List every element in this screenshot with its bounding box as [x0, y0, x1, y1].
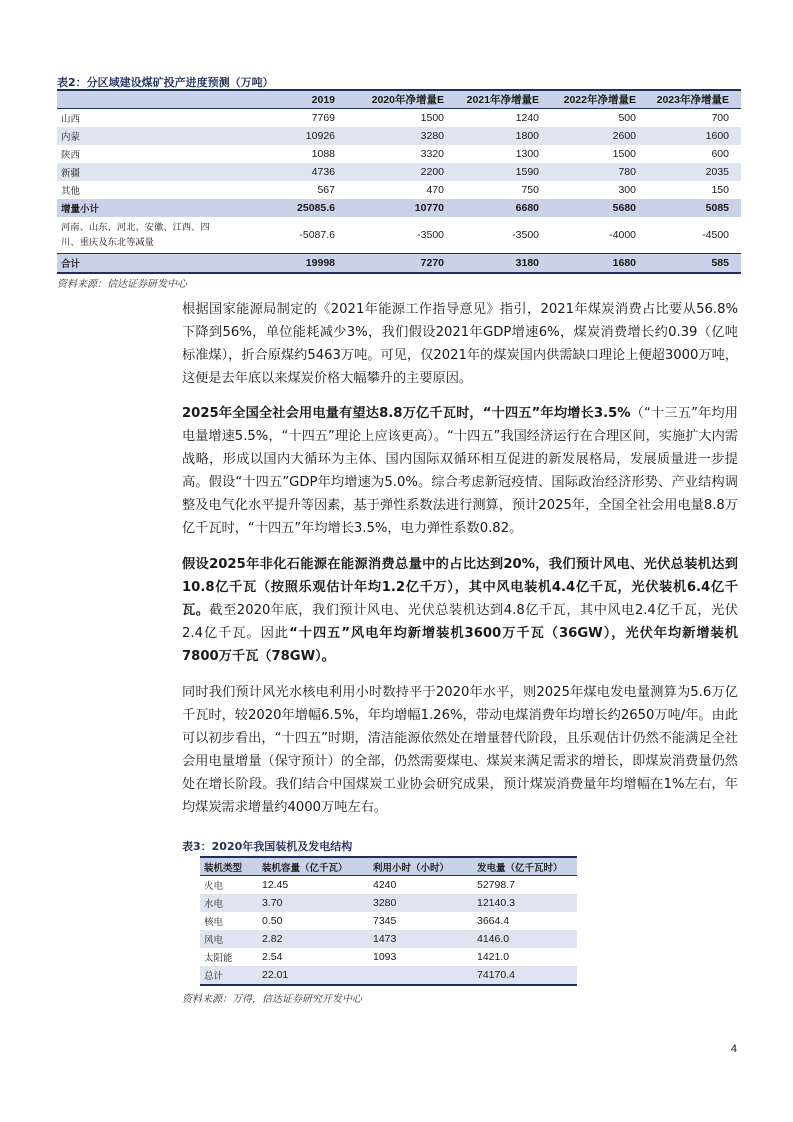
table-cell: 1600 [648, 127, 741, 145]
header-cell: 发电量（亿千瓦时） [473, 857, 577, 876]
paragraph-coal-power-outlook [182, 681, 738, 819]
row-label: 火电 [204, 881, 224, 892]
table-cell: 585 [648, 254, 741, 274]
table-cell: 2.82 [258, 930, 369, 948]
table-cell: 2.54 [262, 951, 283, 963]
table-cell: 567 [317, 184, 335, 196]
table-cell: 3.70 [258, 894, 369, 912]
installed-capacity-table [200, 856, 577, 986]
table-cell: 1240 [515, 112, 539, 124]
paragraph-wind-solar [182, 553, 738, 668]
row-label: 总计 [200, 966, 258, 985]
table-cell: 4736 [227, 163, 347, 181]
table-cell: 4146.0 [473, 930, 577, 948]
row-label: 陕西 [61, 150, 81, 161]
row-label: 增量小计 [57, 199, 227, 217]
table-row [200, 894, 577, 912]
table-cell: 300 [618, 184, 636, 196]
table-cell: 52798.7 [477, 879, 515, 891]
table-header-row [200, 857, 577, 876]
page-number: 4 [730, 1043, 737, 1055]
table3-source: 资料来源：万得，信达证券研究开发中心 [182, 994, 362, 1005]
table-cell: 19998 [227, 254, 347, 274]
table-row [200, 930, 577, 948]
table-cell: 2200 [347, 163, 456, 181]
header-cell: 2021年净增量E [456, 90, 551, 109]
table-cell: 750 [521, 184, 539, 196]
table-header-row [57, 90, 741, 109]
table-cell: 10770 [347, 199, 456, 217]
row-label: 其他 [61, 186, 81, 197]
paragraph-bold-lead: 2025年全国全社会用电量有望达8.8万亿千瓦时，“十四五”年均增长3.5% [182, 406, 631, 421]
table-cell: 150 [711, 184, 729, 196]
table-row [57, 181, 741, 199]
table-cell: 1300 [515, 148, 539, 160]
row-label: 风电 [200, 930, 258, 948]
table-cell: 5085 [648, 199, 741, 217]
table-cell: 5680 [551, 199, 648, 217]
table-cell: 12.45 [262, 879, 289, 891]
row-label: 太阳能 [204, 953, 233, 964]
header-cell: 2022年净增量E [551, 90, 648, 109]
table-cell: 4240 [373, 879, 397, 891]
row-label: 内蒙 [57, 127, 227, 145]
table3-caption: 表3：2020年我国装机及发电结构 [182, 840, 353, 853]
row-label: 河南、山东、河北、安徽、江西、四川、重庆及东北等减量 [61, 222, 210, 248]
table-cell: 1500 [420, 112, 444, 124]
table-cell: 1590 [456, 163, 551, 181]
paragraph-electricity-2025 [182, 402, 738, 540]
table-cell: 700 [711, 112, 729, 124]
table-cell: 1473 [369, 930, 473, 948]
paragraph-text: 截至2020年底，我们预计风电、光伏总装机达到4.8亿千瓦，其中风电2.4亿千瓦，光伏2.4亿千瓦。因此 [182, 603, 738, 641]
table-cell: 780 [551, 163, 648, 181]
table-cell: 1680 [551, 254, 648, 274]
total-row [200, 966, 577, 985]
table-row [57, 109, 741, 128]
table-cell: 600 [711, 148, 729, 160]
table-row [57, 163, 741, 181]
table-cell: 3280 [369, 894, 473, 912]
table-row [57, 145, 741, 163]
row-label: 水电 [200, 894, 258, 912]
table-cell: 500 [618, 112, 636, 124]
table-cell: 7345 [373, 915, 397, 927]
row-label: 山西 [61, 114, 81, 125]
table-cell: 74170.4 [473, 966, 577, 985]
paragraph-bold-lead: 假设2025年非化石能源在能源消费总量中的占比达到20%，我们预计风电、光伏总装机达到10.8亿千瓦（按照乐观估计年均1.2亿千万），其中风电装机4.4亿千瓦，光伏装机6.4亿千瓦。 [182, 557, 738, 618]
table-row [200, 948, 577, 966]
header-cell: 利用小时（小时） [369, 857, 473, 876]
table-cell: -3500 [417, 229, 444, 241]
table-cell: 2035 [648, 163, 741, 181]
paragraph-coal-demand-2021 [182, 298, 738, 390]
total-row [57, 254, 741, 274]
table-cell: 3280 [347, 127, 456, 145]
table-cell [369, 966, 473, 985]
table-cell: 6680 [456, 199, 551, 217]
table-cell: 2600 [551, 127, 648, 145]
table-cell: 3320 [420, 148, 444, 160]
header-cell: 2019 [227, 90, 347, 109]
table2-caption: 表2：分区域建设煤矿投产进度预测（万吨） [57, 76, 274, 89]
table2-source: 资料来源：信达证券研发中心 [57, 279, 187, 290]
table-cell: -3500 [512, 229, 539, 241]
table-row [57, 217, 741, 254]
coal-mine-capacity-table [57, 89, 741, 274]
row-label: 新疆 [57, 163, 227, 181]
table-cell: 12140.3 [473, 894, 577, 912]
table-cell: 0.50 [262, 915, 283, 927]
paragraph-text: 同时我们预计风光水核电利用小时数持平于2020年水平，则2025年煤电发电量测算为5.6万亿千瓦时，较2020年增幅6.5%，年均增幅1.26%，带动电煤消费年均增长约2650万吨/年。由此可以初步看出，“十四五”时期，清洁能源依然处在增量替代阶段，且乐观估计仍然不能满足全社会用电量增量（保守预计）的全部，仍然需要煤电、煤炭来满足需求的增长，即煤炭消费量仍然处在增长阶段。我们结合中国煤炭工业协会研究成果，预计煤炭消费量年均增幅在1%左右，年均煤炭需求增量约4000万吨左右。 [182, 685, 738, 815]
table-cell: 10926 [227, 127, 347, 145]
table-cell: 1421.0 [477, 951, 510, 963]
table-cell: 3180 [456, 254, 551, 274]
paragraph-text: 根据国家能源局制定的《2021年能源工作指导意见》指引，2021年煤炭消费占比要从56.8%下降到56%，单位能耗减少3%，我们假设2021年GDP增速6%，煤炭消费增长约0.39（亿吨标准煤），折合原煤约5463万吨。可见，仅2021年的煤炭国内供需缺口理论上便超3000万吨，这便是去年底以来煤炭价格大幅攀升的主要原因。 [182, 302, 738, 386]
paragraph-bold-conclusion: “十四五”风电年均新增装机3600万千瓦（36GW），光伏年均新增装机7800万千瓦（78GW）。 [182, 626, 738, 664]
header-cell: 2020年净增量E [347, 90, 456, 109]
table-cell: 7769 [311, 112, 335, 124]
header-cell: 2023年净增量E [648, 90, 741, 109]
header-cell [57, 90, 227, 109]
table-cell: 1093 [373, 951, 397, 963]
table-cell: 22.01 [258, 966, 369, 985]
table-cell: 7270 [347, 254, 456, 274]
table-cell: -4000 [609, 229, 636, 241]
table-cell: -4500 [702, 229, 729, 241]
paragraph-text: （“十三五”年均用电量增速5.5%，“十四五”理论上应该更高）。“十四五”我国经济运行在合理区间，实施扩大内需战略，形成以国内大循环为主体、国内国际双循环相互促进的新发展格局，发展质量进一步提高。假设“十四五”GDP年均增速为5.0%。综合考虑新冠疫情、国际政治经济形势、产业结构调整及电气化水平提升等因素，基于弹性系数法进行测算，预计2025年，全国全社会用电量8.8万亿千瓦时，“十四五”年均增长3.5%，电力弹性系数0.82。 [182, 406, 738, 536]
table-cell: 3664.4 [477, 915, 510, 927]
table-row [200, 912, 577, 930]
table-cell: -5087.6 [299, 229, 335, 241]
table-row [200, 876, 577, 895]
table-row [57, 127, 741, 145]
table-cell: 1500 [612, 148, 636, 160]
table-cell: 25085.6 [227, 199, 347, 217]
row-label: 核电 [204, 917, 224, 928]
table-cell: 1800 [456, 127, 551, 145]
header-cell: 装机类型 [200, 857, 258, 876]
subtotal-row [57, 199, 741, 217]
table-cell: 470 [426, 184, 444, 196]
row-label: 合计 [57, 254, 227, 274]
header-cell: 装机容量（亿千瓦） [258, 857, 369, 876]
table-cell: 1088 [311, 148, 335, 160]
